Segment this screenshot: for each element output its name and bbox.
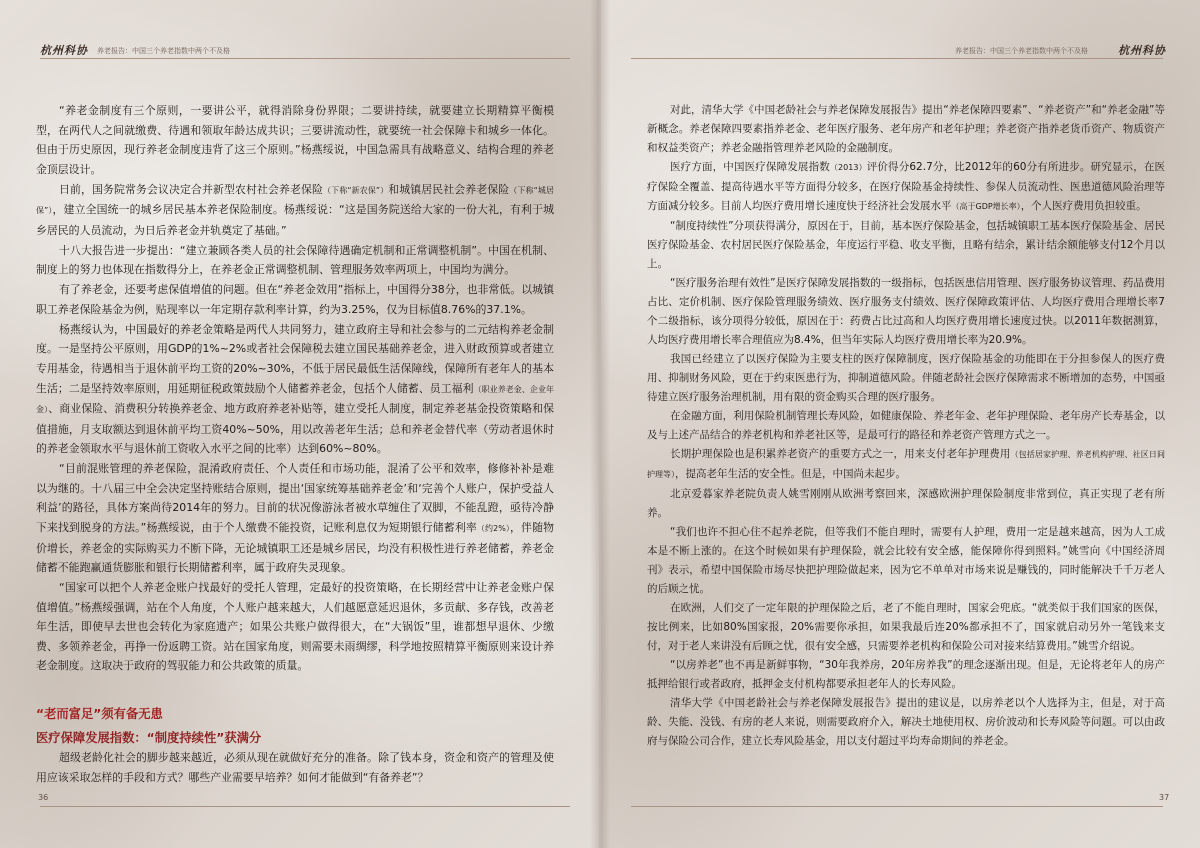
parenthetical-note: （包括居家护理、养老机构护理、社区日间护理等）	[647, 450, 1166, 479]
text-run: “制度持续性”分项获得满分，原因在于，目前，基本医疗保险基金，包括城镇职工基本医疗保险基金、居民医疗保险基金、农村居民医疗保险基金，年度运行平稳、收支平衡，且略有结余，累计结余额能够支付12个月以上。	[647, 220, 1165, 270]
text-run: “养老金制度有三个原则，一要讲公平，就得消除身份界限；二要讲持续，就要建立长期精算平衡模型，在两代人之间就缴费、待遇和领取年龄达成共识；三要讲流动性，就要统一社会保障卡和城乡一体化。但由于历史原因，现行养老金制度违背了这三个原则。”杨燕绥说，中国急需具有战略意义、结构合理的养老金顶层设计。	[36, 104, 554, 176]
paragraph	[647, 158, 1165, 217]
parenthetical-note: （2013）	[829, 163, 867, 173]
paragraph	[647, 217, 1165, 274]
text-run: 十八大报告进一步提出：“建立兼顾各类人员的社会保障待遇确定机制和正常调整机制”。中国在机制、制度上的努力也体现在指数得分上，在养老金正常调整机制、管理服务效率两项上，中国均为满分。	[36, 243, 554, 277]
paragraph	[36, 748, 554, 787]
text-run: ，提高老年生活的安全性。但是，中国尚未起步。	[675, 468, 906, 480]
text-run: 清华大学《中国老龄社会与养老保障发展报告》提出的建议是，以房养老以个人选择为主，但是，对于高龄、失能、没钱、有房的老人来说，则需要政府介入，解决土地使用权、房价波动和长寿风险等问题。可以由政府与保险公司合作，建立长寿风险基金，用以支付超过平均寿命期间的养老金。	[647, 697, 1165, 748]
text-run: 、商业保险、消费积分转换养老金、地方政府养老补贴等，建立受托人制度，制定养老基金投资策略和保值措施，月支取额达到退休前平均工资40%~50%，用以改善老年生活；总和养老金替代率（劳动者退休时的养老金领取水平与退休前工资收入水平之间的比率）达到60%~80%。	[36, 402, 554, 456]
masthead-logo: 杭州科协	[1118, 44, 1166, 57]
paragraph	[647, 656, 1165, 694]
text-run: 北京爱暮家养老院负责人姚雪刚刚从欧洲考察回来，深感欧洲护理保险制度非常到位，真正实现了老有所养。	[647, 488, 1165, 520]
page-number: 37	[1159, 793, 1170, 802]
closing-paragraph	[36, 748, 554, 787]
text-run: “国家可以把个人养老金账户找最好的受托人管理，定最好的投资策略，在长期经营中让养老金账户保值增值。”杨燕绥强调，站在个人角度，个人账户越来越大，人们越愿意延迟退休，多贡献、多存钱，改善老年生活，即使早去世也会转化为家庭遗产；如果公共账户做得很大，在“大锅饭”里，谁都想早退休、少缴费、多领养老金，再挣一份返聘工资。站在国家角度，则需要未雨绸缪，科学地按照精算平衡原则来设计养老金制度。这取决于政府的驾驭能力和公共政策的质量。	[36, 581, 554, 673]
left-page	[0, 0, 599, 848]
text-run: 在金融方面，利用保险机制管理长寿风险，如健康保险、养老年金、老年护理保险、老年房产长寿基金，以及与上述产品结合的养老机构和养老社区等，是最可行的路径和养老资产管理方式之一。	[647, 409, 1165, 441]
spine-gutter	[590, 0, 610, 848]
paragraph	[647, 101, 1165, 158]
text-run: 我国已经建立了以医疗保险为主要支柱的医疗保障制度，医疗保险基金的功能即在于分担参保人的医疗费用、抑制财务风险，更在于约束医患行为，抑制道德风险。伴随老龄社会医疗保障需求不断增加的态势，中国亟待建立医疗服务治理机制，用有限的资金购买合理的医疗服务。	[647, 352, 1165, 403]
text-run: “我们也许不担心住不起养老院，但等我们不能自理时，需要有人护理，费用一定是越来越高，因为人工成本是不断上涨的。在这个时候如果有护理保险，就会比较有安全感，能保障你得到照料。”姚雪向《中国经济周刊》表示，希望中国保险市场尽快把护理险做起来，因为它不单单对市场来说是赚钱的，同时能解决千千万老人的后顾之忧。	[647, 526, 1165, 596]
right-page	[601, 0, 1200, 848]
text-run: 有了养老金，还要考虑保值增值的问题。但在“养老金效用”指标上，中国得分38分，也非常低。以城镇职工养老保险基金为例，贴现率以一年定期存款利率计算，约为3.25%，仅为目标值8.76%的37.1%。	[36, 283, 554, 316]
text-run: 杨燕绥认为，中国最好的养老金策略是两代人共同努力，建立政府主导和社会参与的二元结构养老金制度。一是坚持公平原则，用GDP的1%~2%或者社会保障税去建立国民基础养老金，进入财政预算或者建立专用基金，待遇相当于退休前平均工资的20%~30%，不低于居民最低生活保障线，保障所有老年人的基本生活；二是坚持效率原则，用延期征税政策鼓励个人储蓄养老金，包括个人储蓄、员工福利	[36, 322, 554, 395]
header-rule	[631, 58, 1163, 59]
footer-rule	[40, 806, 570, 807]
paragraph	[36, 241, 554, 280]
text-run: 评价得分62.7分，比2012年的60分有所进步。研究显示，在医疗保险全覆盖、提高待遇水平等方面得分较多，在医疗保险基金持续性、参保人员流动性、医患道德风险治理等方面减分较多。目前人均医疗费用增长速度快于经济社会发展水平	[647, 161, 1166, 212]
text-run: ，个人医疗费用负担较重。	[1020, 199, 1147, 212]
left-column-text	[36, 101, 554, 787]
text-run: “以房养老”也不再是新鲜事物，“30年我养房，20年房养我”的理念逐渐出现。但是，无论将老年人的房产抵押给银行或者政府，抵押金支付机构都要承担老年人的长寿风险。	[647, 659, 1165, 691]
text-run: 日前，国务院常务会议决定合并新型农村社会养老保险	[59, 182, 323, 196]
paragraph	[647, 445, 1165, 485]
parenthetical-note: （下称“新农保”）	[323, 185, 389, 195]
paragraph	[36, 459, 554, 578]
text-run: 和城镇居民社会养老保险	[388, 182, 510, 196]
right-body	[647, 101, 1165, 751]
footer-rule	[631, 806, 1163, 807]
text-run: 在欧洲，人们交了一定年限的护理保险之后，老了不能自理时，国家会兜底。“就类似于我们国家的医保，按比例来，比如80%国家报，20%需要你承担，如果我最后连20%都承担不了，国家就启动另外一笔钱来支付，对于老人来讲没有后顾之忧，很有安全感，只需要养老机构和保险公司对接来结算费用。”姚雪介绍说。	[647, 602, 1165, 653]
paragraph	[647, 407, 1165, 445]
paragraph	[647, 694, 1165, 751]
parenthetical-note: （高于GDP增长率）	[951, 201, 1021, 211]
text-run: ，伴随物价增长，养老金的实际购买力不断下降，无论城镇职工还是城乡居民，均没有积极性进行养老储蓄，养老金储蓄不能跑赢通货膨胀和银行长期储蓄利率，属于政府失灵现象。	[36, 520, 554, 575]
paragraph	[647, 274, 1165, 350]
paragraph	[36, 280, 554, 319]
running-header: 养老报告：中国三个养老指数中两个不及格	[955, 47, 1088, 55]
text-run: 长期护理保险也是积累养老资产的重要方式之一，用来支付老年护理费用	[670, 448, 1011, 461]
page-number: 36	[38, 793, 49, 802]
text-run: 对此，清华大学《中国老龄社会与养老保障发展报告》提出“养老保障四要素”、“养老资产”和“养老金融”等新概念。养老保障四要素指养老金、老年医疗服务、老年房产和老年护理；养老资产指养老货币资产、物质资产和权益类资产；养老金融指管理养老风险的金融制度。	[647, 104, 1165, 154]
paragraph	[36, 101, 554, 179]
parenthetical-note: （职业养老金、企业年金）	[36, 384, 554, 415]
paragraph	[647, 485, 1165, 523]
paragraph	[647, 350, 1165, 407]
text-run: ，建立全国统一的城乡居民基本养老保险制度。杨燕绥说：“这是国务院送给大家的一份大礼，有利于城乡居民的人员流动，为日后养老金并轨奠定了基础。”	[36, 203, 554, 237]
left-body	[36, 101, 554, 676]
paragraph	[36, 180, 554, 241]
paragraph	[36, 578, 554, 676]
paragraph	[647, 523, 1165, 599]
paragraph	[36, 320, 554, 459]
section-heading: “老而富足”须有备无患	[36, 707, 163, 721]
header-rule	[40, 58, 570, 59]
text-run: 医疗方面，中国医疗保障发展指数	[670, 161, 830, 174]
text-run: 超级老龄化社会的脚步越来越近，必须从现在就做好充分的准备。除了钱本身，资金和资产的管理及使用应该采取怎样的手段和方式？哪些产业需要早培养？如何才能做到“有备养老”？	[36, 751, 554, 784]
masthead-logo: 杭州科协	[40, 44, 88, 57]
right-column-text	[647, 101, 1165, 751]
paragraph	[647, 599, 1165, 656]
section-subheading: 医疗保障发展指数：“制度持续性”获满分	[36, 730, 262, 745]
text-run: “目前混账管理的养老保险，混淆政府责任、个人责任和市场功能，混淆了公平和效率，修修补补是难以为继的。十八届三中全会决定坚持账结合原则，提出‘国家统筹基础养老金’和‘完善个人账户，保护受益人利益’的路径，具体方案尚待2014年的努力。目前的状况像游泳者被水草缠住了双脚，不能乱蹬，亟待冷静下来找到脱身的方法。”杨燕绥说，由于个人缴费不能投资，记账利息仅为短期银行储蓄利率	[36, 462, 554, 534]
text-run: “医疗服务治理有效性”是医疗保障发展指数的一级指标，包括医患信用管理、医疗服务协议管理、药品费用占比、定价机制、医疗保险管理服务绩效、医疗服务支付绩效、医疗保障政策评估、人均医疗费用合理增长率7个二级指标，该分项得分较低，原因在于：药费占比过高和人均医疗费用增长速度过快。以2011年数据测算，人均医疗费用增长率合理值应为8.4%，但当年实际人均医疗费用增长率为20.9%。	[647, 277, 1165, 346]
running-header: 养老报告：中国三个养老指数中两个不及格	[97, 47, 230, 55]
parenthetical-note: （约2%）	[476, 523, 511, 533]
parenthetical-note: （下称“城居保”）	[36, 185, 554, 216]
